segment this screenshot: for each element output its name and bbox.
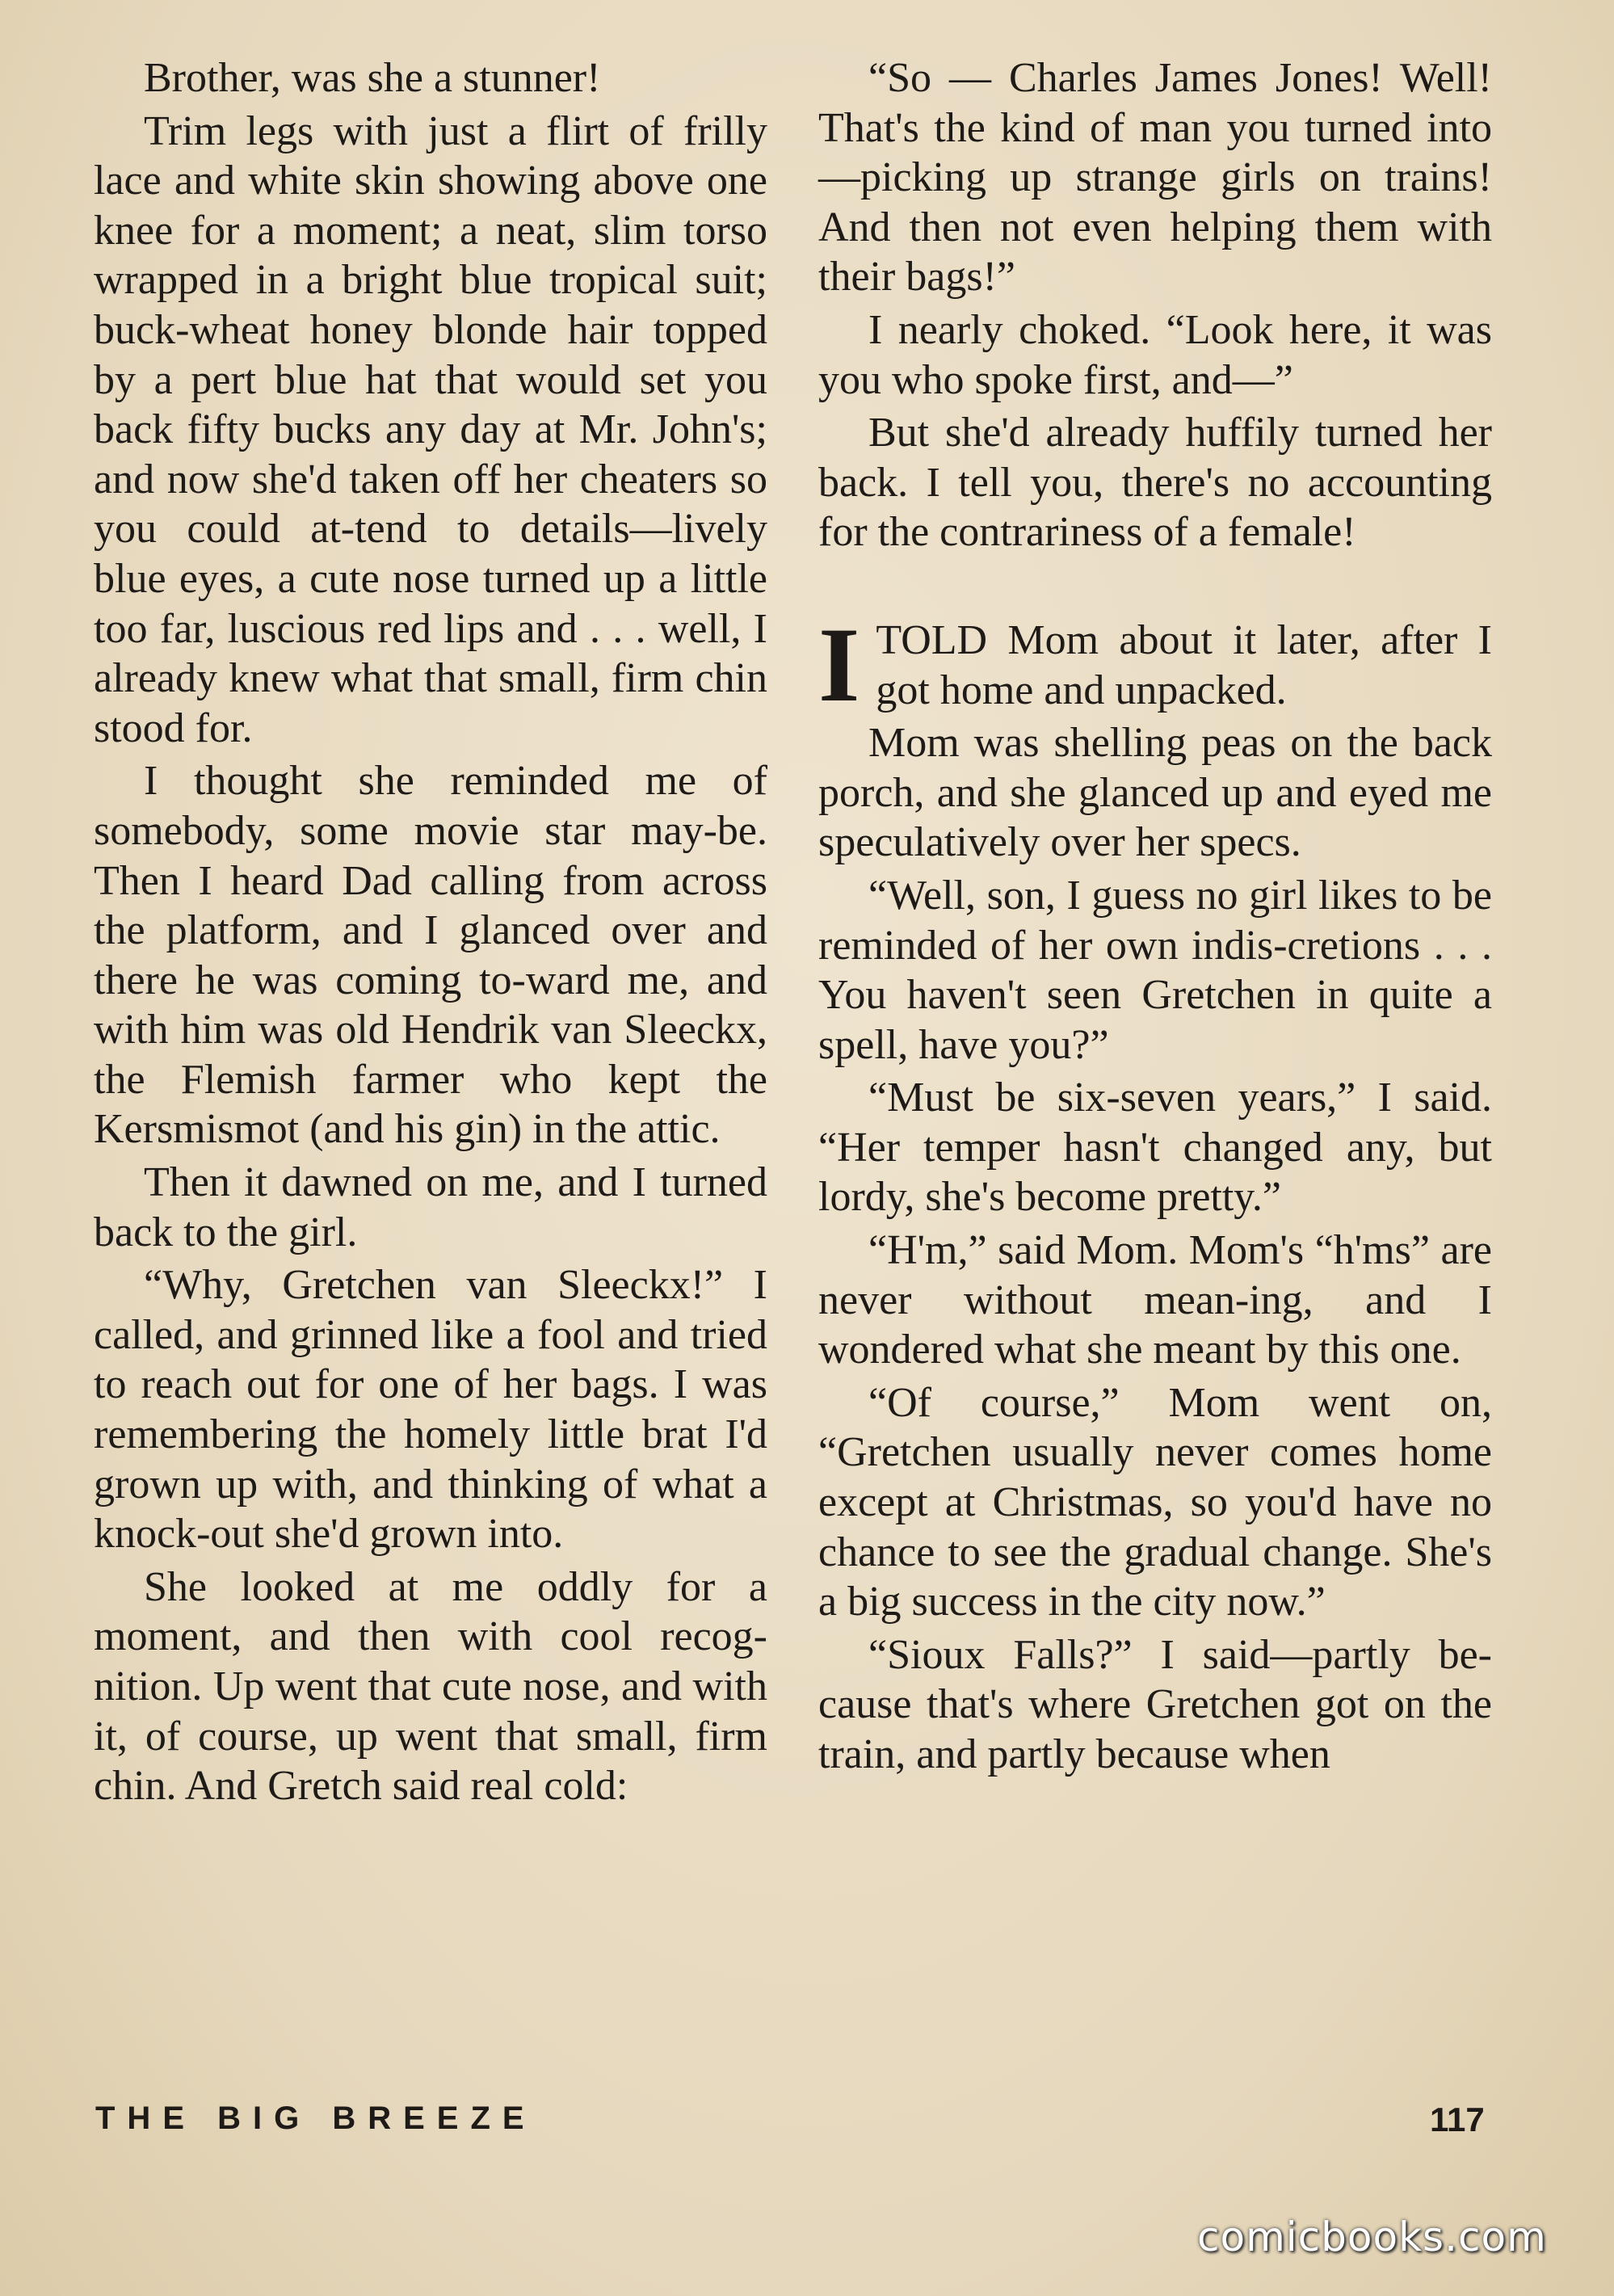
section-opening-text: TOLD Mom about it later, after I got home and unpacked. (876, 616, 1492, 713)
paragraph: Trim legs with just a flirt of frilly lace and white skin showing above one knee for a moment; a neat, slim torso wrapped in a bright blue tropical suit; buck-wheat honey blonde hair topped by a pert blue hat that would set you back fifty bucks any day at Mr. John's; and now she'd taken off her cheaters so you could at-tend to details—lively blue eyes, a cute nose turned up a little too far, luscious red lips and . . . well, I already knew what that small, firm chin stood for. (94, 107, 767, 751)
paragraph: “H'm,” said Mom. Mom's “h'ms” are never without mean-ing, and I wondered what she meant by this one. (818, 1227, 1492, 1373)
paragraph: Then it dawned on me, and I turned back to the girl. (94, 1159, 767, 1255)
drop-cap: I (818, 604, 860, 724)
section-break (818, 561, 1492, 616)
paragraph: She looked at me oddly for a moment, and then with cool recog-nition. Up went that cute nose, and with it, of course, up went that small, firm chin. And Gretch said real cold: (94, 1563, 767, 1810)
right-text-column (818, 53, 1492, 1783)
paragraph: I thought she reminded me of somebody, some movie star may-be. Then I heard Dad calling from across the platform, and I glanced over and there he was coming to-ward me, and with him was old Hendrik van Sleeckx, the Flemish farmer who kept the Kersmismot (and his gin) in the attic. (94, 758, 767, 1153)
watermark: comicbooks.com (1197, 2214, 1547, 2260)
paragraph: I nearly choked. “Look here, it was you who spoke first, and—” (818, 306, 1492, 403)
paragraph: “Of course,” Mom went on, “Gretchen usually never comes home except at Christmas, so you'd have no chance to see the gradual change. She's a big success in the city now.” (818, 1379, 1492, 1625)
page-number: 117 (1430, 2100, 1485, 2138)
paragraph: “Sioux Falls?” I said—partly be-cause that's where Gretchen got on the train, and partly because when (818, 1631, 1492, 1777)
paragraph: “So — Charles James Jones! Well! That's the kind of man you turned into—picking up strange girls on trains! And then not even helping them with their bags!” (818, 55, 1492, 301)
paragraph: Brother, was she a stunner! (144, 55, 601, 101)
paragraph: “Well, son, I guess no girl likes to be reminded of her own indis-cretions . . . You haven't seen Gretchen in quite a spell, have you?” (818, 872, 1492, 1068)
magazine-title: THE BIG BREEZE (95, 2100, 536, 2136)
paragraph: “Why, Gretchen van Sleeckx!” I called, and grinned like a fool and tried to reach out for one of her bags. I was remembering the homely little brat I'd grown up with, and thinking of what a knock-out she'd grown into. (94, 1262, 767, 1558)
paragraph: “Must be six-seven years,” I said. “Her temper hasn't changed any, but lordy, she's become pretty.” (818, 1074, 1492, 1221)
left-text-column (94, 53, 767, 1815)
paragraph: Mom was shelling peas on the back porch, and she glanced up and eyed me speculatively over her specs. (818, 720, 1492, 866)
paragraph: But she'd already huffily turned her back. I tell you, there's no accounting for the contrariness of a female! (818, 410, 1492, 556)
section-opening-paragraph (818, 604, 1492, 724)
